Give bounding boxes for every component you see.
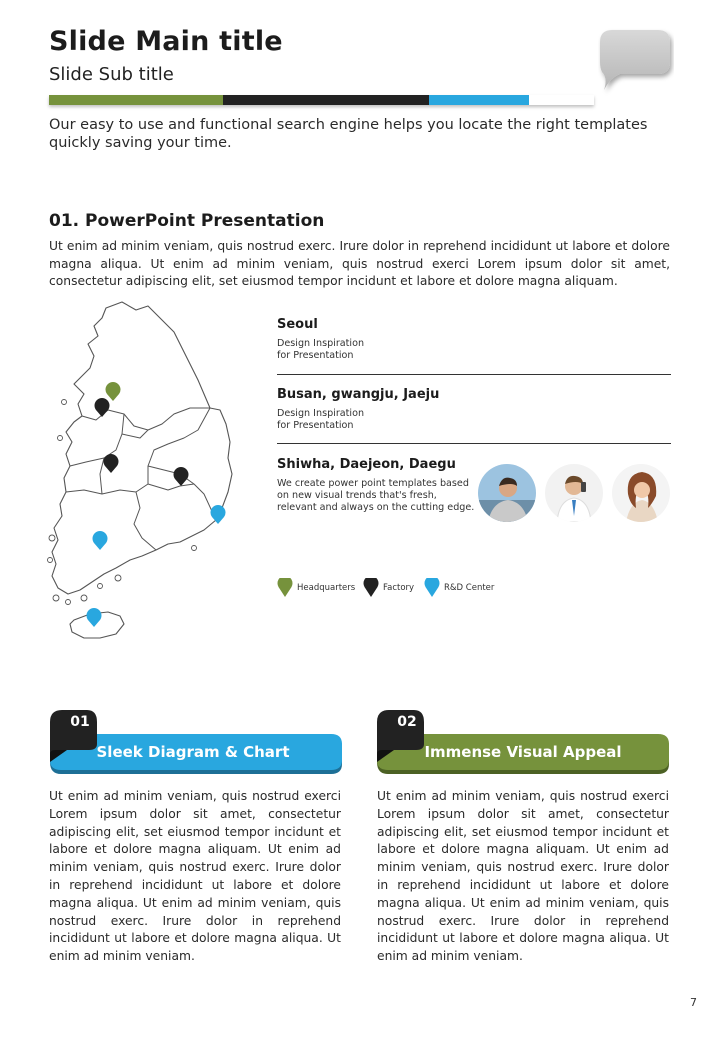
divider [277,374,671,375]
section-title: 01. PowerPoint Presentation [49,211,325,231]
color-bar-blue [429,95,529,105]
section-body: Ut enim ad minim veniam, quis nostrud exerc. Irure dolor in reprehend incididunt ut labore et dolore magna aliqua. Ut enim ad minim veniam, quis nostrud exerci Lorem ipsum dolor sit amet, consectetur adipiscing elit, set eiusmod tempor incidunt et labore et dolore magna aliquam. [49,239,670,289]
map-island [115,575,121,581]
map-island [81,595,87,601]
card-number: 01 [70,714,90,730]
page-title: Slide Main title [49,26,283,57]
korea-map [44,298,244,653]
legend-label: Headquarters [297,583,356,593]
map-island [58,436,63,441]
legend-label: R&D Center [444,583,495,593]
card-body: Ut enim ad minim veniam, quis nostrud exerci Lorem ipsum dolor sit amet, consectetur adipiscing elit, set eiusmod tempor incidunt et labore et dolore magna aliquam. Ut enim ad minim veniam, quis nostrud exerc. Irure dolor in reprehend incididunt ut labore et dolore magna aliqua. Ut enim ad minim veniam, quis nostrud exerc. Irure dolor in reprehend incididunt ut labore et dolore magna aliqua. Ut enim ad minim veniam. [49,789,341,964]
speech-bubble-icon [598,28,674,98]
legend-item-factory [363,578,414,598]
location-desc: Design Inspiration for Presentation [277,408,365,431]
page-number: 7 [690,996,697,1009]
color-bar-black [223,95,429,105]
factory-pin-icon [363,578,379,598]
intro-text: Our easy to use and functional search engine helps you locate the right templates quickly saving your time. [49,117,648,151]
location-item [277,317,671,362]
divider [277,443,671,444]
legend-item-rnd-center [424,578,494,598]
headquarters-pin-icon [277,578,293,598]
person-photo [478,464,536,522]
card-number: 02 [397,714,417,730]
header-color-bar [49,95,594,105]
card-title: Sleek Diagram & Chart [96,743,290,761]
card-title: Immense Visual Appeal [424,743,622,761]
map-island [53,595,59,601]
map-island [98,584,103,589]
color-bar-white [529,95,594,105]
location-name: Seoul [277,317,318,332]
person-photo [545,464,603,522]
person-photo [612,464,670,522]
page-subtitle: Slide Sub title [49,64,174,85]
location-item [277,387,671,432]
map-island [62,400,67,405]
map-island [66,600,71,605]
map-island [48,558,53,563]
map-island [192,546,197,551]
legend-item-headquarters [277,578,355,598]
location-desc: We create power point templates based on new visual trends that's fresh, relevant and always on the cutting edge. [277,478,475,513]
location-item [277,457,477,514]
card-body: Ut enim ad minim veniam, quis nostrud exerci Lorem ipsum dolor sit amet, consectetur adipiscing elit, set eiusmod tempor incidunt et labore et dolore magna aliquam. Ut enim ad minim veniam, quis nostrud exerc. Irure dolor in reprehend incididunt ut labore et dolore magna aliqua. Ut enim ad minim veniam, quis nostrud exerc. Irure dolor in reprehend incididunt ut labore et dolore magna aliqua. Ut enim ad minim veniam. [377,789,669,964]
location-desc: Design Inspiration for Presentation [277,338,365,361]
rnd-center-pin-icon [424,578,440,598]
legend-label: Factory [383,583,415,593]
map-mainland [52,302,232,594]
map-island [49,535,55,541]
color-bar-green [49,95,223,105]
location-name: Shiwha, Daejeon, Daegu [277,457,456,472]
location-name: Busan, gwangju, Jaeju [277,387,440,402]
